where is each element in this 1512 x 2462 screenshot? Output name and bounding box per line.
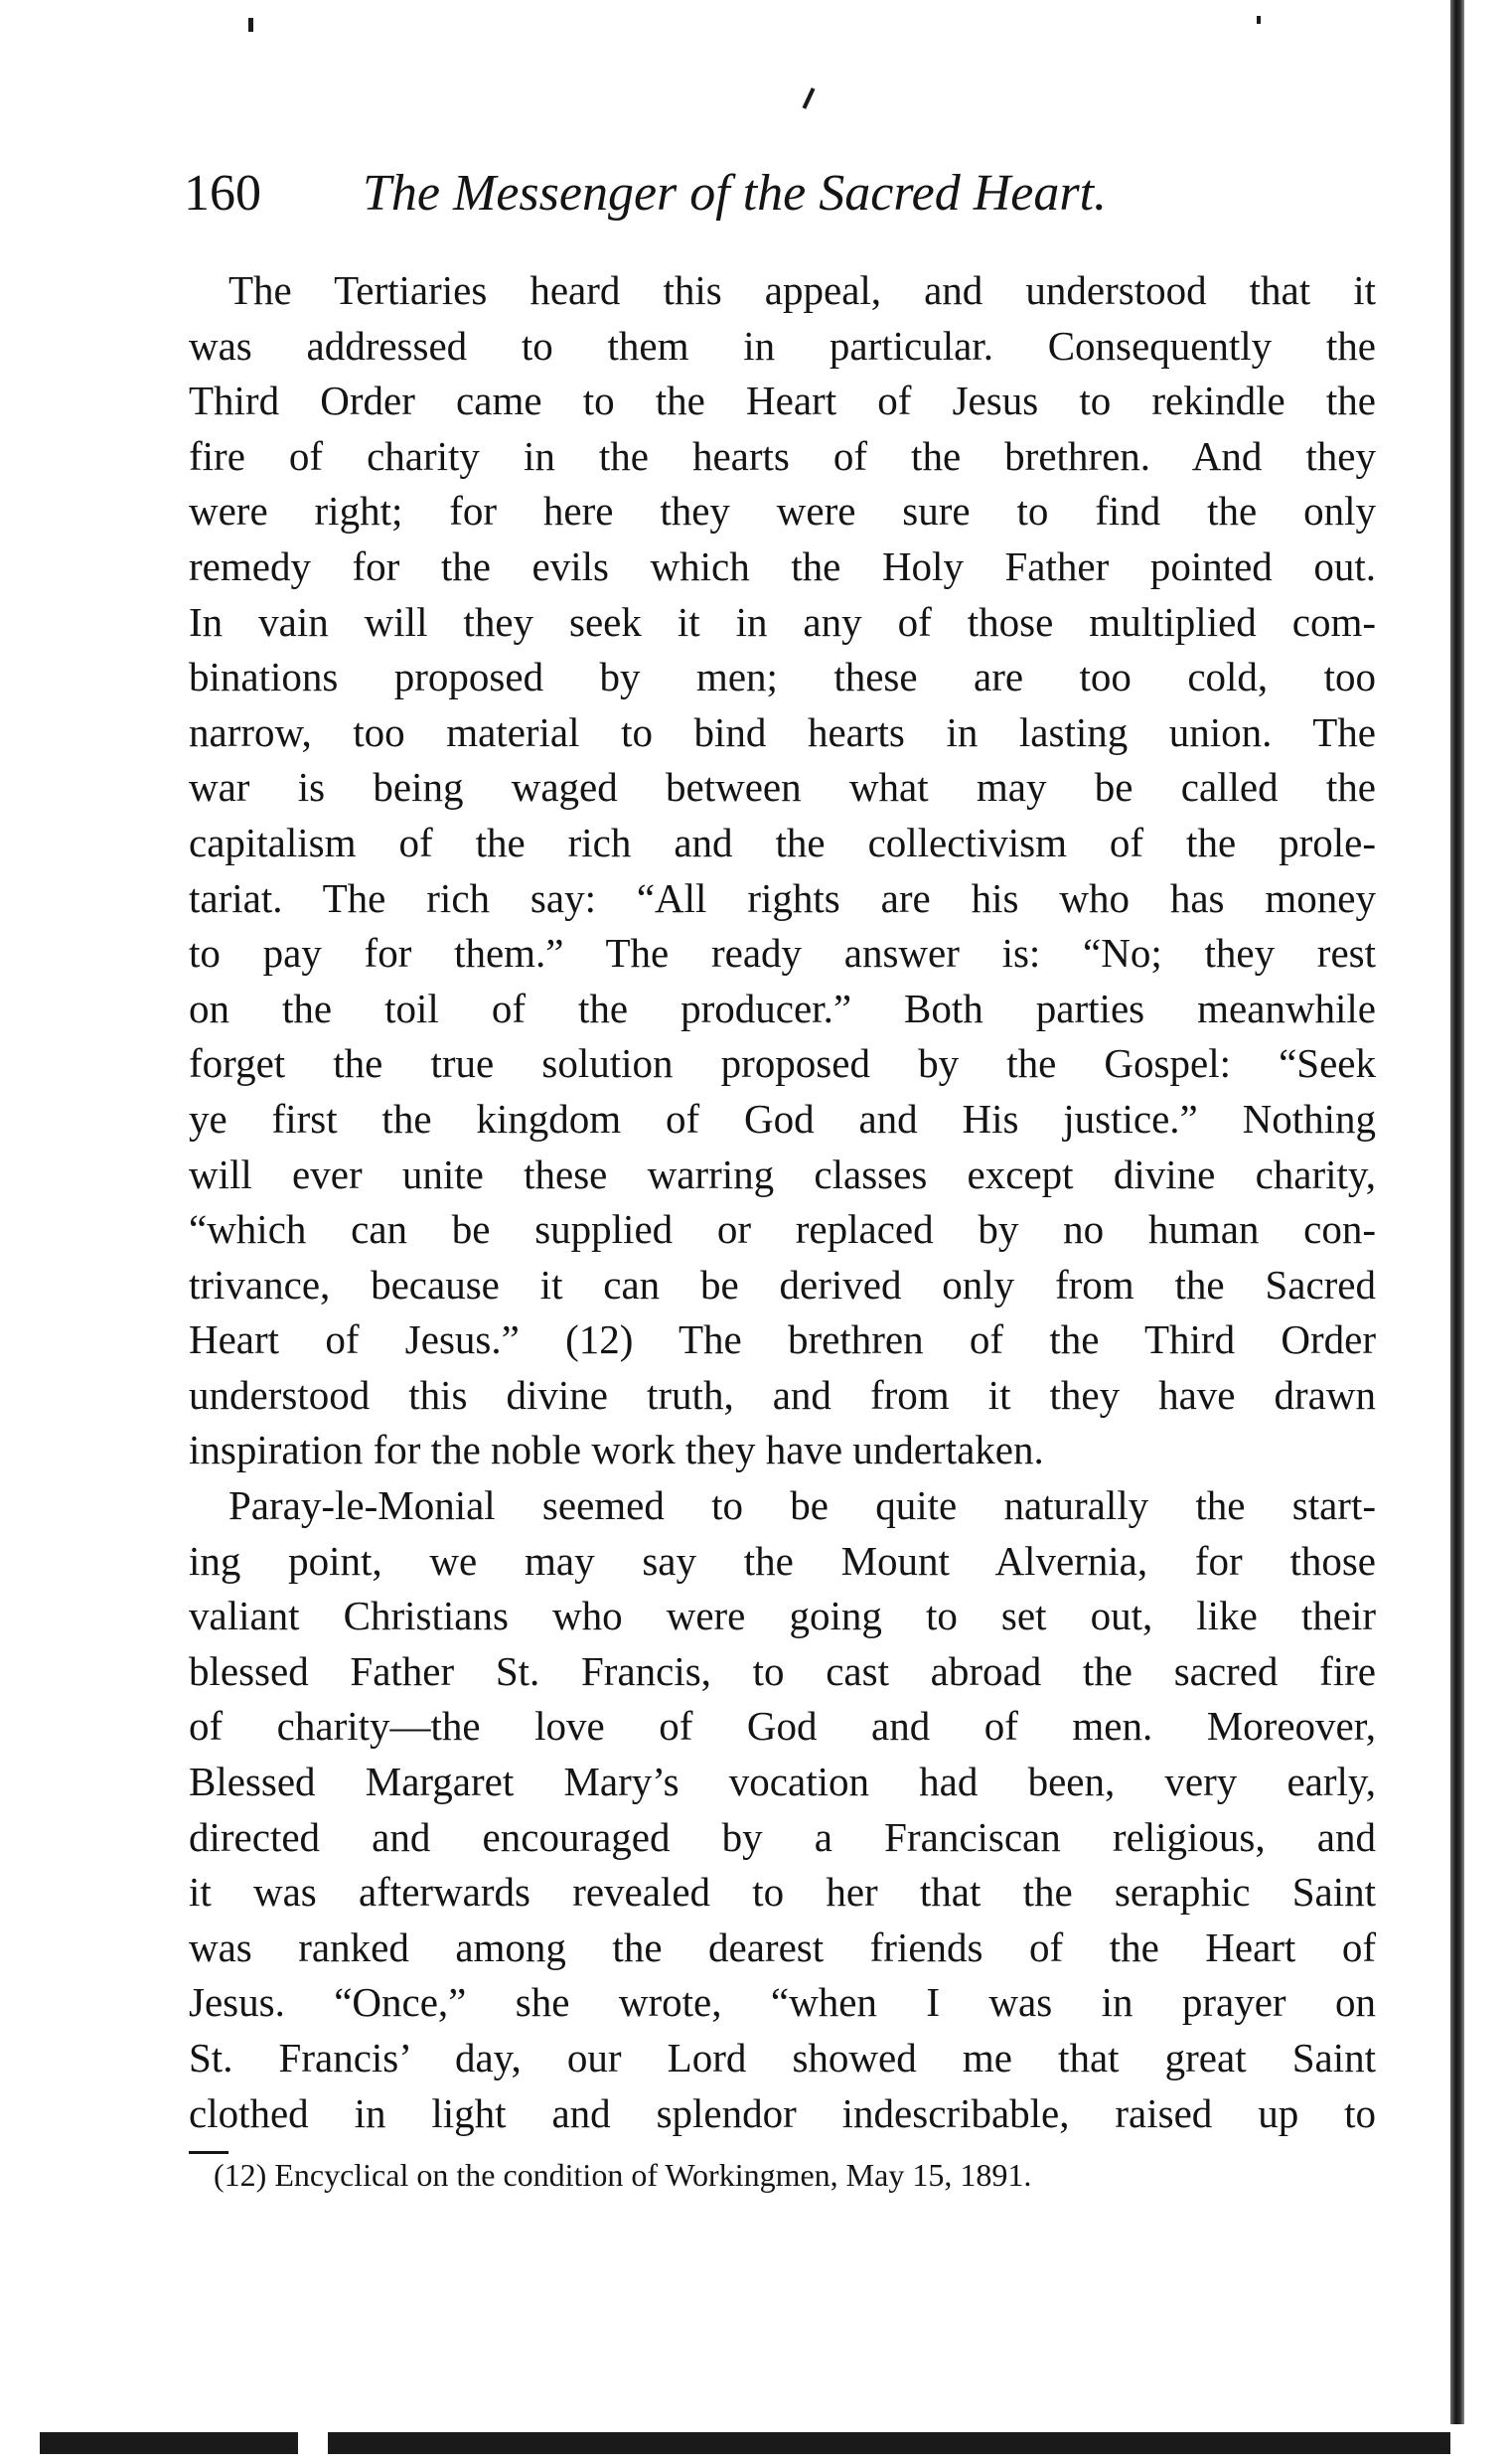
text-line: Jesus. “Once,” she wrote, “when I was in prayer on [189, 1979, 1376, 2026]
text-line: Blessed Margaret Mary’s vocation had been, very early, [189, 1759, 1376, 1805]
text-line: of charity—the love of God and of men. Moreover, [189, 1703, 1376, 1750]
text-line: to pay for them.” The ready answer is: “No; they rest [189, 930, 1376, 977]
scan-speck [1257, 16, 1261, 24]
text-line: war is being waged between what may be called the [189, 764, 1376, 811]
text-line: Paray-le-Monial seemed to be quite naturally the start- [228, 1482, 1376, 1529]
body-text [189, 263, 1376, 2141]
text-line: clothed in light and splendor indescribable, raised up to [189, 2089, 1376, 2136]
text-line: narrow, too material to bind hearts in lasting union. The [189, 708, 1376, 755]
running-title: The Messenger of the Sacred Heart. [363, 165, 1108, 222]
text-line: Third Order came to the Heart of Jesus to rekindle the [189, 378, 1376, 424]
text-line: trivance, because it can be derived only from the Sacred [189, 1261, 1376, 1308]
page-number: 160 [184, 165, 261, 222]
scan-edge-bottom [40, 2432, 1450, 2454]
text-line: inspiration for the noble work they have undertaken. [189, 1427, 1044, 1473]
text-line: was addressed to them in particular. Consequently the [189, 322, 1376, 369]
text-line: valiant Christians who were going to set out, like their [189, 1593, 1376, 1639]
text-line: Heart of Jesus.” (12) The brethren of the Third Order [189, 1316, 1376, 1363]
text-line: on the toil of the producer.” Both parties meanwhile [189, 985, 1376, 1031]
text-line: blessed Father St. Francis, to cast abroad the sacred fire [189, 1647, 1376, 1694]
text-line: capitalism of the rich and the collectivism of the prole- [189, 819, 1376, 865]
scan-edge-gap [298, 2432, 328, 2454]
text-line: was ranked among the dearest friends of the Heart of [189, 1923, 1376, 1970]
text-line: “which can be supplied or replaced by no human con- [189, 1206, 1376, 1253]
footnote: (12) Encyclical on the condition of Workingmen, May 15, 1891. [214, 2157, 1032, 2193]
text-line: were right; for here they were sure to find the only [189, 488, 1376, 535]
text-line: forget the true solution proposed by the Gospel: “Seek [189, 1040, 1376, 1087]
text-line: it was afterwards revealed to her that the seraphic Saint [189, 1869, 1376, 1916]
text-line: ye first the kingdom of God and His justice.” Nothing [189, 1095, 1376, 1142]
text-line: ing point, we may say the Mount Alvernia, for those [189, 1537, 1376, 1584]
text-line: In vain will they seek it in any of those multiplied com- [189, 598, 1376, 645]
text-line: will ever unite these warring classes except divine charity, [189, 1151, 1376, 1197]
text-line: tariat. The rich say: “All rights are his who has money [189, 874, 1376, 921]
scan-speck [803, 87, 816, 109]
text-line: fire of charity in the hearts of the brethren. And they [189, 432, 1376, 479]
text-line: binations proposed by men; these are too cold, too [189, 654, 1376, 700]
text-line: understood this divine truth, and from it they have drawn [189, 1371, 1376, 1418]
scan-speck [248, 18, 253, 32]
text-line: The Tertiaries heard this appeal, and understood that it [228, 267, 1376, 313]
text-line: St. Francis’ day, our Lord showed me that great Saint [189, 2035, 1376, 2080]
page-header [184, 159, 1376, 229]
scan-edge-right [1450, 0, 1464, 2424]
text-line: remedy for the evils which the Holy Father pointed out. [189, 542, 1376, 589]
text-line: directed and encouraged by a Franciscan religious, and [189, 1813, 1376, 1860]
